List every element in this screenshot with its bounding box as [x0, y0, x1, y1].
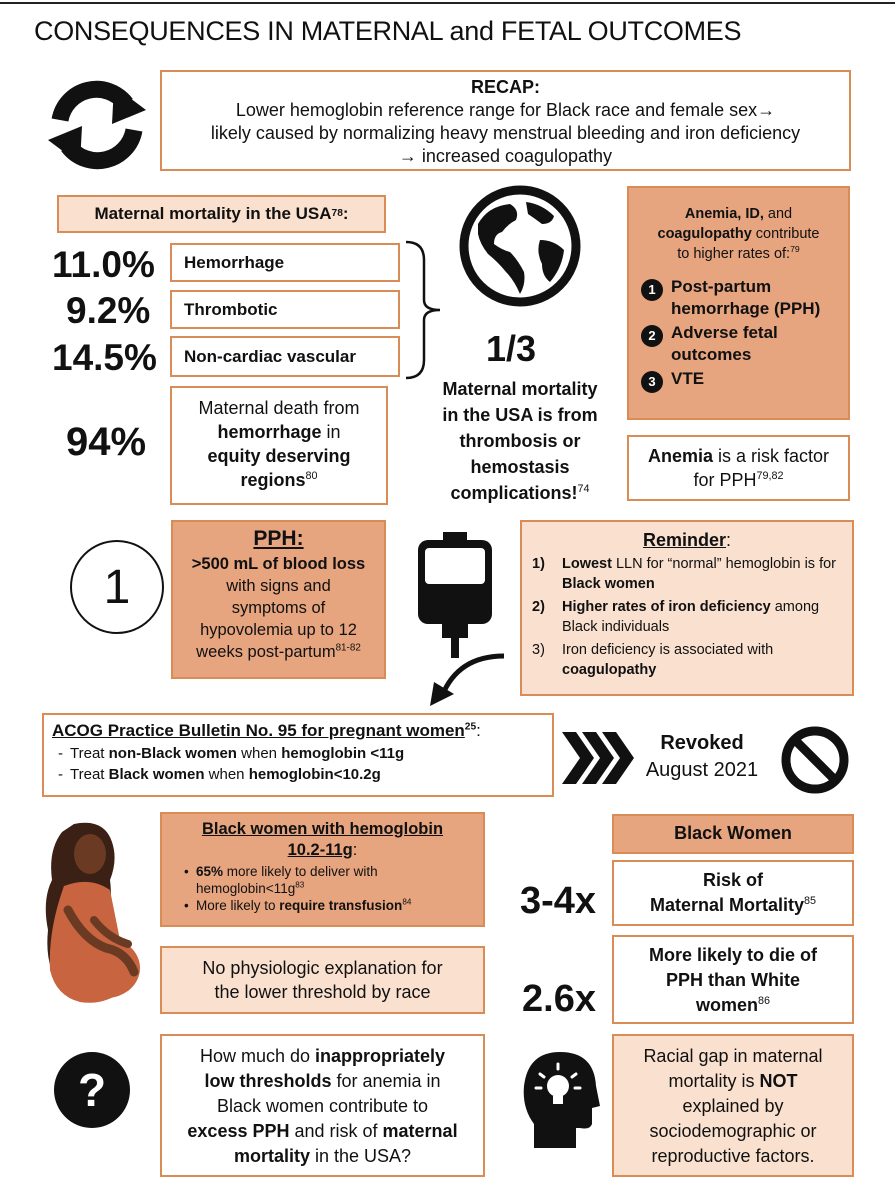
black-women-hemoglobin-box: Black women with hemoglobin 10.2-11g: • 65% more likely to deliver with $hemoglobin<11g^{83}$ • More likely to require transfusion$^{84}$ — [160, 812, 485, 927]
refresh-icon — [42, 80, 152, 170]
head-lightbulb-icon — [520, 1050, 602, 1150]
top-rule — [0, 2, 895, 4]
recap-line: Lower hemoglobin reference range for Black race and female sex→ — [235, 100, 776, 120]
multiplier-stat: 3-4x — [520, 880, 597, 922]
list-item: 3) Iron deficiency is associated with coagulopathy — [532, 642, 774, 678]
multiplier-stat: 2.6x — [522, 978, 596, 1020]
no-physiologic-box: No physiologic explanation for the lower threshold by race — [160, 946, 485, 1014]
hemorrhage-regions-box: Maternal death from hemorrhage in equity deserving regions$^{80}$ — [170, 386, 388, 505]
stat-percent: 9.2% — [66, 290, 151, 331]
pph-death-risk-box: More likely to die of PPH than White women$^{86}$ — [612, 935, 854, 1024]
black-women-heading: Black Women — [612, 814, 854, 854]
fraction-stat: 1/3 — [486, 328, 537, 369]
globe-stat-text: Maternal mortality in the USA is from thrombosis or hemostasis complications!$^{74}$ — [442, 379, 598, 503]
list-item: 2) Higher rates of iron deficiency among Black individuals — [532, 599, 820, 635]
cause-label: Hemorrhage — [170, 243, 400, 282]
recap-line: likely caused by normalizing heavy menstrual bleeding and iron deficiency — [210, 123, 801, 143]
racial-gap-box: Racial gap in maternal mortality is NOT explained by sociodemographic or reproductive factors. — [612, 1034, 854, 1177]
list-item: 1) Lowest LLN for “normal” hemoglobin is for Black women — [532, 556, 836, 592]
iv-bag-icon — [410, 530, 500, 660]
reminder-box: Reminder: 1) Lowest LLN for “normal” hemoglobin is for Black women 2) Higher rates of iron deficiency among Black individuals 3) Iron deficiency is associated with coagulopathy — [520, 520, 854, 696]
list-item: • 65% more likely to deliver with $hemoglobin<11g^{83}$ — [184, 863, 475, 897]
cause-label: Thrombotic — [170, 290, 400, 329]
pregnant-woman-illustration — [34, 820, 154, 1010]
chevrons-icon — [560, 730, 638, 786]
acog-bulletin-box: ACOG Practice Bulletin No. 95 for pregnant women$^{25}$: - Treat non-Black women when hemoglobin <11g - Treat Black women when hemoglobin<10.2g — [42, 713, 554, 797]
list-item: • More likely to require transfusion$^{84}$ — [184, 897, 475, 914]
list-item: 3 VTE — [641, 368, 836, 393]
recap-box — [160, 70, 851, 171]
stat-percent: 14.5% — [52, 337, 157, 378]
question-box: How much do inappropriately low thresholds for anemia in Black women contribute to excess PPH and risk of maternal mortality in the USA? — [160, 1034, 485, 1177]
pph-definition-box: PPH: >500 mL of blood loss with signs and symptoms of hypovolemia up to 12 weeks post-partum$^{81-82}$ — [171, 520, 386, 679]
recap-heading: RECAP: — [470, 77, 540, 97]
curved-arrow-icon — [428, 650, 508, 710]
globe-icon — [458, 184, 582, 308]
number-one-circle: 1 — [70, 540, 164, 634]
maternal-mortality-risk-box: Risk of Maternal Mortality$^{85}$ — [612, 860, 854, 926]
stat-percent: 11.0% — [52, 244, 155, 285]
anemia-contributors-box: Anemia, ID, and coagulopathy contribute to higher rates of:$^{79}$ 1 Post-partum hemorrhage (PPH) 2 Adverse fetal outcomes 3 VTE — [627, 186, 850, 420]
revoked-text: Revoked August 2021 — [645, 732, 759, 781]
cause-label: Non-cardiac vascular — [170, 336, 400, 377]
list-item: - Treat Black women when hemoglobin<10.2g — [58, 764, 544, 785]
maternal-mortality-heading: Maternal mortality in the USA 78 : — [57, 195, 386, 233]
page-title: CONSEQUENCES IN MATERNAL and FETAL OUTCOMES — [34, 16, 742, 46]
list-item: - Treat non-Black women when hemoglobin <11g — [58, 743, 544, 764]
list-item: 1 Post-partum hemorrhage (PPH) — [641, 276, 836, 320]
list-item: 2 Adverse fetal outcomes — [641, 322, 836, 366]
recap-line: → increased coagulopathy — [398, 146, 613, 166]
prohibited-icon — [780, 725, 850, 795]
svg-text:?: ? — [77, 1064, 107, 1116]
anemia-risk-box: Anemia is a risk factor for PPH$^{79,82}$ — [627, 435, 850, 501]
curly-brace — [404, 240, 444, 380]
question-icon — [52, 1050, 132, 1130]
stat-percent: 94% — [66, 420, 147, 464]
